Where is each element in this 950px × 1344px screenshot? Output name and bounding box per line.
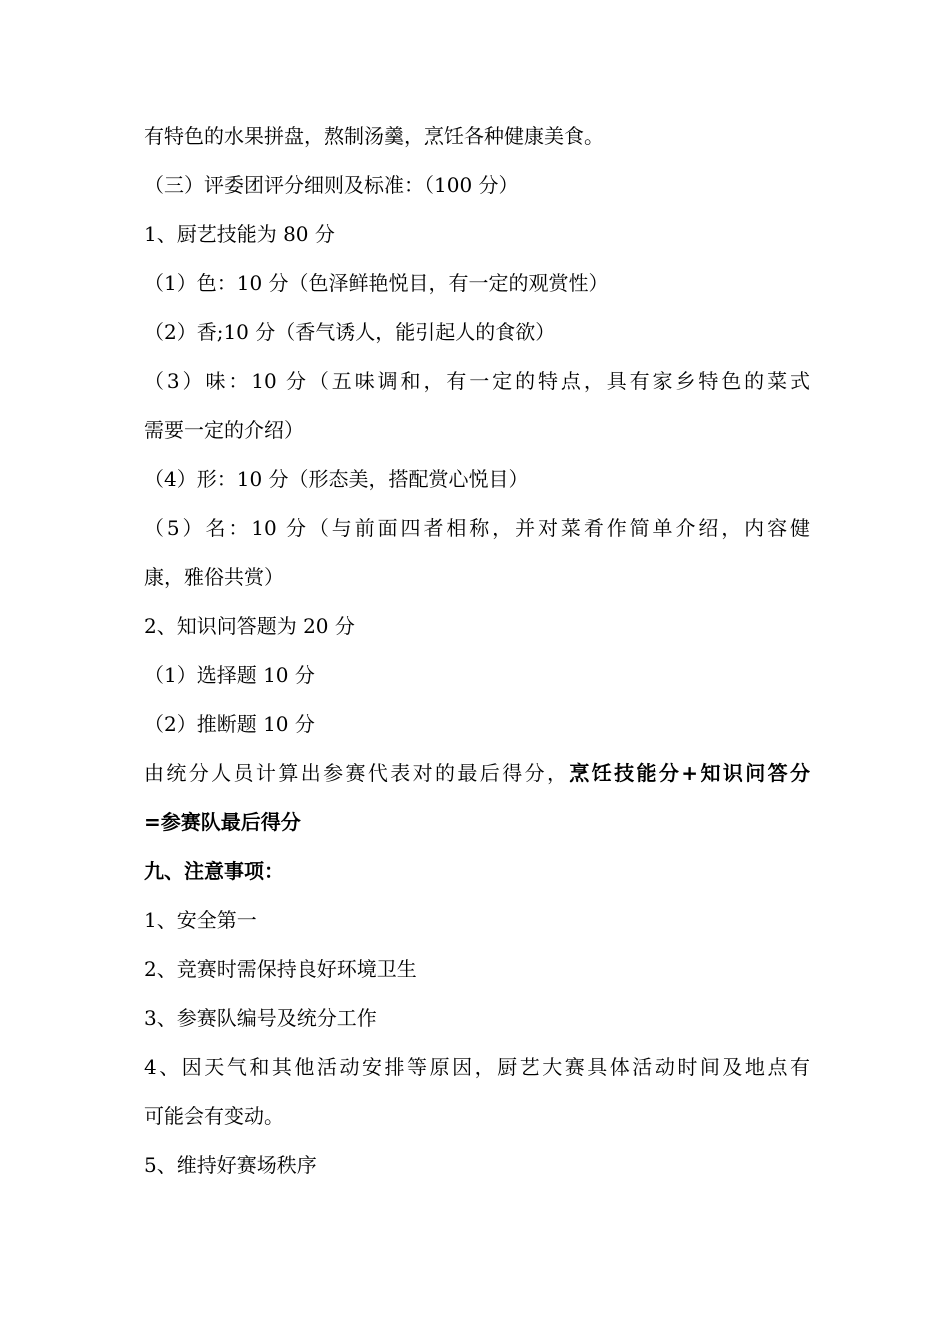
score-formula-part1: 烹饪技能分+知识问答分 — [569, 761, 811, 785]
item-cooking-skill: 1、厨艺技能为 80 分 — [144, 222, 335, 246]
note-order: 5、维持好赛场秩序 — [144, 1153, 317, 1177]
note-safety: 1、安全第一 — [144, 908, 257, 932]
note-schedule-change-line-2: 可能会有变动。 — [144, 1104, 284, 1128]
item-multiple-choice: （1）选择题 10 分 — [144, 663, 315, 687]
item-taste-line-1: （3）味：10 分（五味调和，有一定的特点，具有家乡特色的菜式 — [144, 369, 810, 393]
item-shape: （4）形：10 分（形态美，搭配赏心悦目） — [144, 467, 529, 491]
paragraph-fruit-platter: 有特色的水果拼盘，熬制汤羹，烹饪各种健康美食。 — [144, 124, 604, 148]
note-schedule-change-line-1: 4、因天气和其他活动安排等原因，厨艺大赛具体活动时间及地点有 — [144, 1055, 810, 1079]
score-formula-part2: =参赛队最后得分 — [144, 810, 301, 834]
heading-judging-criteria: （三）评委团评分细则及标准：（100 分） — [144, 173, 519, 197]
item-name-line-2: 康，雅俗共赏） — [144, 565, 284, 589]
item-knowledge-quiz: 2、知识问答题为 20 分 — [144, 614, 355, 638]
note-hygiene: 2、竞赛时需保持良好环境卫生 — [144, 957, 417, 981]
item-aroma: （2）香;10 分（香气诱人，能引起人的食欲） — [144, 320, 556, 344]
score-note-line-1 — [144, 749, 810, 798]
section-heading-notes: 九、注意事项： — [144, 859, 284, 883]
document-body — [144, 112, 810, 1190]
item-taste-line-2: 需要一定的介绍） — [144, 418, 304, 442]
item-judgement: （2）推断题 10 分 — [144, 712, 315, 736]
item-name-line-1: （5）名：10 分（与前面四者相称，并对菜肴作简单介绍，内容健 — [144, 516, 810, 540]
score-note-prefix: 由统分人员计算出参赛代表对的最后得分， — [144, 761, 570, 785]
item-color: （1）色：10 分（色泽鲜艳悦目，有一定的观赏性） — [144, 271, 609, 295]
note-team-numbering: 3、参赛队编号及统分工作 — [144, 1006, 377, 1030]
